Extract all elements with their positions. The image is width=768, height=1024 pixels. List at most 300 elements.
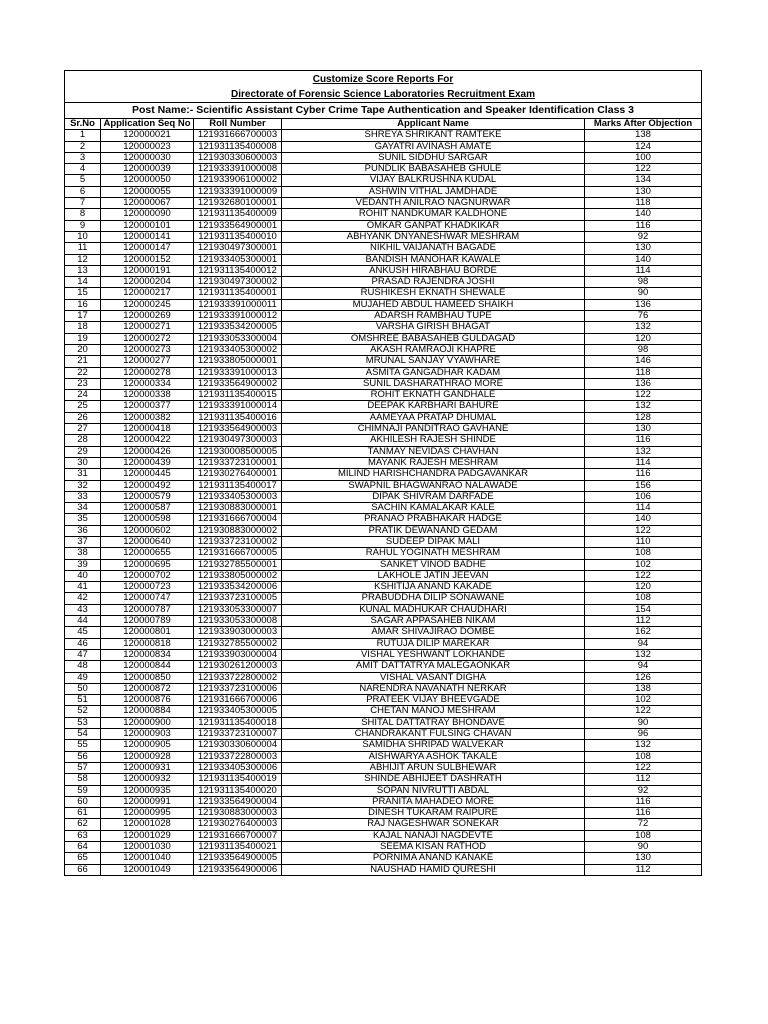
roll-number-cell: 121931135400010 [194, 231, 282, 242]
application-seq-cell: 120000655 [101, 548, 194, 559]
table-row [65, 401, 702, 412]
table-row [65, 186, 702, 197]
table-body [65, 130, 702, 876]
applicant-name-cell: ABHIJIT ARUN SULBHEWAR [282, 762, 585, 773]
marks-cell: 140 [585, 514, 702, 525]
application-seq-cell: 120000834 [101, 649, 194, 660]
applicant-name-cell: SEEMA KISAN RATHOD [282, 842, 585, 853]
application-seq-cell: 120000995 [101, 808, 194, 819]
sr-no-cell: 44 [65, 616, 101, 627]
table-row [65, 390, 702, 401]
roll-number-cell: 121933391000013 [194, 367, 282, 378]
marks-cell: 98 [585, 344, 702, 355]
table-row [65, 141, 702, 152]
application-seq-cell: 120000640 [101, 536, 194, 547]
table-row [65, 469, 702, 480]
sr-no-cell: 6 [65, 186, 101, 197]
application-seq-cell: 120000204 [101, 277, 194, 288]
sr-no-cell: 43 [65, 604, 101, 615]
column-header-row [65, 119, 702, 130]
table-row [65, 695, 702, 706]
marks-cell: 116 [585, 796, 702, 807]
applicant-name-cell: SUDEEP DIPAK MALI [282, 536, 585, 547]
table-row [65, 616, 702, 627]
roll-number-cell: 121933722800003 [194, 751, 282, 762]
application-seq-cell: 120001030 [101, 842, 194, 853]
table-row [65, 503, 702, 514]
applicant-name-cell: DINESH TUKARAM RAIPURE [282, 808, 585, 819]
marks-cell: 116 [585, 435, 702, 446]
application-seq-cell: 120000272 [101, 333, 194, 344]
marks-cell: 122 [585, 570, 702, 581]
applicant-name-cell: GAYATRI AVINASH AMATE [282, 141, 585, 152]
applicant-name-cell: VEDANTH ANILRAO NAGNURWAR [282, 198, 585, 209]
table-row [65, 706, 702, 717]
roll-number-cell: 121931666700004 [194, 514, 282, 525]
table-row [65, 333, 702, 344]
roll-number-cell: 121933405300005 [194, 706, 282, 717]
table-row [65, 808, 702, 819]
application-seq-cell: 120000445 [101, 469, 194, 480]
marks-cell: 122 [585, 706, 702, 717]
sr-no-cell: 41 [65, 582, 101, 593]
table-row [65, 548, 702, 559]
application-seq-cell: 120000426 [101, 446, 194, 457]
table-row [65, 231, 702, 242]
roll-number-cell: 121931135400020 [194, 785, 282, 796]
roll-number-cell: 121931135400009 [194, 209, 282, 220]
table-row [65, 717, 702, 728]
roll-number-cell: 121933564900002 [194, 378, 282, 389]
table-row [65, 830, 702, 841]
sr-no-cell: 39 [65, 559, 101, 570]
application-seq-cell: 120000039 [101, 164, 194, 175]
roll-number-cell: 121930330600003 [194, 152, 282, 163]
application-seq-cell: 120000884 [101, 706, 194, 717]
roll-number-cell: 121931135400001 [194, 288, 282, 299]
sr-no-cell: 40 [65, 570, 101, 581]
applicant-name-cell: MAYANK RAJESH MESHRAM [282, 457, 585, 468]
application-seq-cell: 120000050 [101, 175, 194, 186]
sr-no-cell: 14 [65, 277, 101, 288]
applicant-name-cell: TANMAY NEVIDAS CHAVHAN [282, 446, 585, 457]
roll-number-cell: 121932680100001 [194, 198, 282, 209]
table-row [65, 649, 702, 660]
applicant-name-cell: ASMITA GANGADHAR KADAM [282, 367, 585, 378]
roll-number-cell: 121933564900003 [194, 424, 282, 435]
sr-no-cell: 62 [65, 819, 101, 830]
roll-number-cell: 121933564900004 [194, 796, 282, 807]
post-name: Post Name:- Scientific Assistant Cyber Crime Tape Authentication and Speaker Identification Class 3 [65, 103, 702, 119]
sr-no-cell: 57 [65, 762, 101, 773]
marks-cell: 136 [585, 299, 702, 310]
applicant-name-cell: ADARSH RAMBHAU TUPE [282, 311, 585, 322]
marks-cell: 130 [585, 243, 702, 254]
sr-no-cell: 34 [65, 503, 101, 514]
sr-no-cell: 33 [65, 491, 101, 502]
applicant-name-cell: CHANDRAKANT FULSING CHAVAN [282, 729, 585, 740]
marks-cell: 90 [585, 717, 702, 728]
applicant-name-cell: KAJAL NANAJI NAGDEVTE [282, 830, 585, 841]
application-seq-cell: 120000602 [101, 525, 194, 536]
applicant-name-cell: MUJAHED ABDUL HAMEED SHAIKH [282, 299, 585, 310]
table-row [65, 152, 702, 163]
table-row [65, 322, 702, 333]
application-seq-cell: 120000818 [101, 638, 194, 649]
application-seq-cell: 120000067 [101, 198, 194, 209]
application-seq-cell: 120000382 [101, 412, 194, 423]
application-seq-cell: 120000422 [101, 435, 194, 446]
table-row [65, 536, 702, 547]
roll-number-cell: 121933723100002 [194, 536, 282, 547]
sr-no-cell: 49 [65, 672, 101, 683]
applicant-name-cell: RUTUJA DILIP MAREKAR [282, 638, 585, 649]
score-report-table [64, 70, 702, 876]
marks-cell: 140 [585, 254, 702, 265]
table-row [65, 367, 702, 378]
table-row [65, 480, 702, 491]
marks-cell: 136 [585, 378, 702, 389]
table-row [65, 853, 702, 864]
applicant-name-cell: NIKHIL VAIJANATH BAGADE [282, 243, 585, 254]
sr-no-cell: 66 [65, 864, 101, 875]
applicant-name-cell: VISHAL YESHWANT LOKHANDE [282, 649, 585, 660]
roll-number-cell: 121933534200005 [194, 322, 282, 333]
application-seq-cell: 120001049 [101, 864, 194, 875]
application-seq-cell: 120000991 [101, 796, 194, 807]
application-seq-cell: 120000021 [101, 130, 194, 141]
roll-number-cell: 121930883000001 [194, 503, 282, 514]
roll-number-cell: 121930330600004 [194, 740, 282, 751]
marks-cell: 122 [585, 762, 702, 773]
table-row [65, 198, 702, 209]
table-row [65, 175, 702, 186]
table-row [65, 604, 702, 615]
applicant-name-cell: SUNIL DASHARATHRAO MORE [282, 378, 585, 389]
column-header-sr-no: Sr.No [65, 119, 101, 130]
roll-number-cell: 121931666700006 [194, 695, 282, 706]
applicant-name-cell: PUNDLIK BABASAHEB GHULE [282, 164, 585, 175]
sr-no-cell: 10 [65, 231, 101, 242]
report-subtitle: Directorate of Forensic Science Laboratories Recruitment Exam [65, 87, 702, 103]
table-row [65, 729, 702, 740]
applicant-name-cell: SHINDE ABHIJEET DASHRATH [282, 774, 585, 785]
applicant-name-cell: PRANAO PRABHAKAR HADGE [282, 514, 585, 525]
roll-number-cell: 121930883000003 [194, 808, 282, 819]
table-row [65, 762, 702, 773]
roll-number-cell: 121933405300006 [194, 762, 282, 773]
table-row [65, 638, 702, 649]
application-seq-cell: 120000141 [101, 231, 194, 242]
marks-cell: 138 [585, 683, 702, 694]
sr-no-cell: 27 [65, 424, 101, 435]
marks-cell: 122 [585, 525, 702, 536]
roll-number-cell: 121931135400017 [194, 480, 282, 491]
sr-no-cell: 37 [65, 536, 101, 547]
marks-cell: 118 [585, 367, 702, 378]
roll-number-cell: 121933564900006 [194, 864, 282, 875]
applicant-name-cell: SANKET VINOD BADHE [282, 559, 585, 570]
sr-no-cell: 15 [65, 288, 101, 299]
sr-no-cell: 65 [65, 853, 101, 864]
table-row [65, 740, 702, 751]
applicant-name-cell: AMAR SHIVAJIRAO DOMBE [282, 627, 585, 638]
marks-cell: 120 [585, 333, 702, 344]
applicant-name-cell: SACHIN KAMALAKAR KALE [282, 503, 585, 514]
applicant-name-cell: DEEPAK KARBHARI BAHURE [282, 401, 585, 412]
roll-number-cell: 121933903000003 [194, 627, 282, 638]
marks-cell: 102 [585, 559, 702, 570]
application-seq-cell: 120000338 [101, 390, 194, 401]
marks-cell: 116 [585, 808, 702, 819]
roll-number-cell: 121933906100002 [194, 175, 282, 186]
application-seq-cell: 120000928 [101, 751, 194, 762]
roll-number-cell: 121931666700007 [194, 830, 282, 841]
applicant-name-cell: ROHIT EKNATH GANDHALE [282, 390, 585, 401]
sr-no-cell: 38 [65, 548, 101, 559]
roll-number-cell: 121933391000011 [194, 299, 282, 310]
marks-cell: 76 [585, 311, 702, 322]
table-row [65, 311, 702, 322]
table-row [65, 796, 702, 807]
roll-number-cell: 121933391000008 [194, 164, 282, 175]
sr-no-cell: 16 [65, 299, 101, 310]
application-seq-cell: 120000587 [101, 503, 194, 514]
sr-no-cell: 59 [65, 785, 101, 796]
sr-no-cell: 53 [65, 717, 101, 728]
marks-cell: 124 [585, 141, 702, 152]
roll-number-cell: 121931135400018 [194, 717, 282, 728]
sr-no-cell: 13 [65, 265, 101, 276]
sr-no-cell: 48 [65, 661, 101, 672]
applicant-name-cell: AKASH RAMRAOJI KHAPRE [282, 344, 585, 355]
sr-no-cell: 54 [65, 729, 101, 740]
sr-no-cell: 32 [65, 480, 101, 491]
applicant-name-cell: LAKHOLE JATIN JEEVAN [282, 570, 585, 581]
applicant-name-cell: RUSHIKESH EKNATH SHEWALE [282, 288, 585, 299]
roll-number-cell: 121931666700005 [194, 548, 282, 559]
roll-number-cell: 121930008500005 [194, 446, 282, 457]
marks-cell: 138 [585, 130, 702, 141]
applicant-name-cell: PRANITA MAHADEO MORE [282, 796, 585, 807]
sr-no-cell: 23 [65, 378, 101, 389]
sr-no-cell: 20 [65, 344, 101, 355]
application-seq-cell: 120000334 [101, 378, 194, 389]
sr-no-cell: 12 [65, 254, 101, 265]
table-row [65, 457, 702, 468]
application-seq-cell: 120000598 [101, 514, 194, 525]
sr-no-cell: 35 [65, 514, 101, 525]
table-row [65, 842, 702, 853]
sr-no-cell: 52 [65, 706, 101, 717]
marks-cell: 130 [585, 853, 702, 864]
column-header-applicant-name: Applicant Name [282, 119, 585, 130]
applicant-name-cell: ROHIT NANDKUMAR KALDHONE [282, 209, 585, 220]
table-row [65, 593, 702, 604]
sr-no-cell: 3 [65, 152, 101, 163]
marks-cell: 132 [585, 401, 702, 412]
marks-cell: 126 [585, 672, 702, 683]
marks-cell: 108 [585, 548, 702, 559]
table-row [65, 514, 702, 525]
table-row [65, 774, 702, 785]
application-seq-cell: 120000747 [101, 593, 194, 604]
sr-no-cell: 26 [65, 412, 101, 423]
sr-no-cell: 2 [65, 141, 101, 152]
marks-cell: 98 [585, 277, 702, 288]
roll-number-cell: 121933722800002 [194, 672, 282, 683]
applicant-name-cell: AMIT DATTATRYA MALEGAONKAR [282, 661, 585, 672]
table-row [65, 559, 702, 570]
marks-cell: 112 [585, 864, 702, 875]
applicant-name-cell: VIJAY BALKRUSHNA KUDAL [282, 175, 585, 186]
roll-number-cell: 121933053300008 [194, 616, 282, 627]
application-seq-cell: 120001029 [101, 830, 194, 841]
roll-number-cell: 121933391000014 [194, 401, 282, 412]
applicant-name-cell: MILIND HARISHCHANDRA PADGAVANKAR [282, 469, 585, 480]
application-seq-cell: 120000191 [101, 265, 194, 276]
sr-no-cell: 21 [65, 356, 101, 367]
applicant-name-cell: NARENDRA NAVANATH NERKAR [282, 683, 585, 694]
marks-cell: 116 [585, 220, 702, 231]
sr-no-cell: 63 [65, 830, 101, 841]
application-seq-cell: 120000905 [101, 740, 194, 751]
table-row [65, 819, 702, 830]
sr-no-cell: 11 [65, 243, 101, 254]
marks-cell: 132 [585, 322, 702, 333]
report-subtitle-row [65, 87, 702, 103]
marks-cell: 112 [585, 616, 702, 627]
application-seq-cell: 120000876 [101, 695, 194, 706]
applicant-name-cell: AISHWARYA ASHOK TAKALE [282, 751, 585, 762]
roll-number-cell: 121931135400016 [194, 412, 282, 423]
table-row [65, 243, 702, 254]
table-row [65, 277, 702, 288]
application-seq-cell: 120000101 [101, 220, 194, 231]
application-seq-cell: 120000418 [101, 424, 194, 435]
applicant-name-cell: SHITAL DATTATRAY BHONDAVE [282, 717, 585, 728]
table-row [65, 627, 702, 638]
applicant-name-cell: PORNIMA ANAND KANAKE [282, 853, 585, 864]
roll-number-cell: 121931135400019 [194, 774, 282, 785]
table-row [65, 785, 702, 796]
sr-no-cell: 58 [65, 774, 101, 785]
roll-number-cell: 121933723100005 [194, 593, 282, 604]
sr-no-cell: 42 [65, 593, 101, 604]
table-row [65, 751, 702, 762]
roll-number-cell: 121933053300007 [194, 604, 282, 615]
roll-number-cell: 121931135400021 [194, 842, 282, 853]
applicant-name-cell: RAJ NAGESHWAR SONEKAR [282, 819, 585, 830]
marks-cell: 92 [585, 231, 702, 242]
marks-cell: 120 [585, 582, 702, 593]
roll-number-cell: 121933723100006 [194, 683, 282, 694]
roll-number-cell: 121930497300001 [194, 243, 282, 254]
roll-number-cell: 121931135400012 [194, 265, 282, 276]
roll-number-cell: 121933405300002 [194, 344, 282, 355]
table-row [65, 130, 702, 141]
applicant-name-cell: CHIMNAJI PANDITRAO GAVHANE [282, 424, 585, 435]
marks-cell: 108 [585, 830, 702, 841]
application-seq-cell: 120000801 [101, 627, 194, 638]
applicant-name-cell: MRUNAL SANJAY VYAWHARE [282, 356, 585, 367]
table-row [65, 491, 702, 502]
roll-number-cell: 121932785500002 [194, 638, 282, 649]
column-header-marks: Marks After Objection [585, 119, 702, 130]
application-seq-cell: 120000278 [101, 367, 194, 378]
applicant-name-cell: RAHUL YOGINATH MESHRAM [282, 548, 585, 559]
marks-cell: 90 [585, 288, 702, 299]
table-row [65, 220, 702, 231]
marks-cell: 92 [585, 785, 702, 796]
report-title: Customize Score Reports For [65, 71, 702, 88]
roll-number-cell: 121930497300002 [194, 277, 282, 288]
roll-number-cell: 121930276400003 [194, 819, 282, 830]
application-seq-cell: 120000695 [101, 559, 194, 570]
application-seq-cell: 120000492 [101, 480, 194, 491]
sr-no-cell: 29 [65, 446, 101, 457]
applicant-name-cell: AAMEYAA PRATAP DHUMAL [282, 412, 585, 423]
sr-no-cell: 46 [65, 638, 101, 649]
application-seq-cell: 120000789 [101, 616, 194, 627]
applicant-name-cell: KUNAL MADHUKAR CHAUDHARI [282, 604, 585, 615]
sr-no-cell: 25 [65, 401, 101, 412]
marks-cell: 132 [585, 649, 702, 660]
roll-number-cell: 121933564900001 [194, 220, 282, 231]
table-row [65, 164, 702, 175]
application-seq-cell: 120000377 [101, 401, 194, 412]
sr-no-cell: 28 [65, 435, 101, 446]
application-seq-cell: 120000090 [101, 209, 194, 220]
table-row [65, 378, 702, 389]
sr-no-cell: 8 [65, 209, 101, 220]
application-seq-cell: 120000030 [101, 152, 194, 163]
roll-number-cell: 121933723100007 [194, 729, 282, 740]
applicant-name-cell: DIPAK SHIVRAM DARFADE [282, 491, 585, 502]
sr-no-cell: 4 [65, 164, 101, 175]
marks-cell: 112 [585, 774, 702, 785]
marks-cell: 108 [585, 593, 702, 604]
sr-no-cell: 55 [65, 740, 101, 751]
application-seq-cell: 120000579 [101, 491, 194, 502]
marks-cell: 122 [585, 164, 702, 175]
roll-number-cell: 121930261200003 [194, 661, 282, 672]
applicant-name-cell: SOPAN NIVRUTTI ABDAL [282, 785, 585, 796]
application-seq-cell: 120000055 [101, 186, 194, 197]
marks-cell: 156 [585, 480, 702, 491]
sr-no-cell: 64 [65, 842, 101, 853]
marks-cell: 154 [585, 604, 702, 615]
marks-cell: 132 [585, 740, 702, 751]
sr-no-cell: 47 [65, 649, 101, 660]
roll-number-cell: 121933564900005 [194, 853, 282, 864]
marks-cell: 134 [585, 175, 702, 186]
application-seq-cell: 120000872 [101, 683, 194, 694]
table-row [65, 288, 702, 299]
sr-no-cell: 22 [65, 367, 101, 378]
roll-number-cell: 121931135400008 [194, 141, 282, 152]
application-seq-cell: 120000439 [101, 457, 194, 468]
applicant-name-cell: BANDISH MANOHAR KAWALE [282, 254, 585, 265]
application-seq-cell: 120000271 [101, 322, 194, 333]
application-seq-cell: 120000277 [101, 356, 194, 367]
roll-number-cell: 121933405300003 [194, 491, 282, 502]
marks-cell: 96 [585, 729, 702, 740]
applicant-name-cell: VARSHA GIRISH BHAGAT [282, 322, 585, 333]
roll-number-cell: 121933534200006 [194, 582, 282, 593]
report-title-row [65, 71, 702, 88]
roll-number-cell: 121933391000009 [194, 186, 282, 197]
